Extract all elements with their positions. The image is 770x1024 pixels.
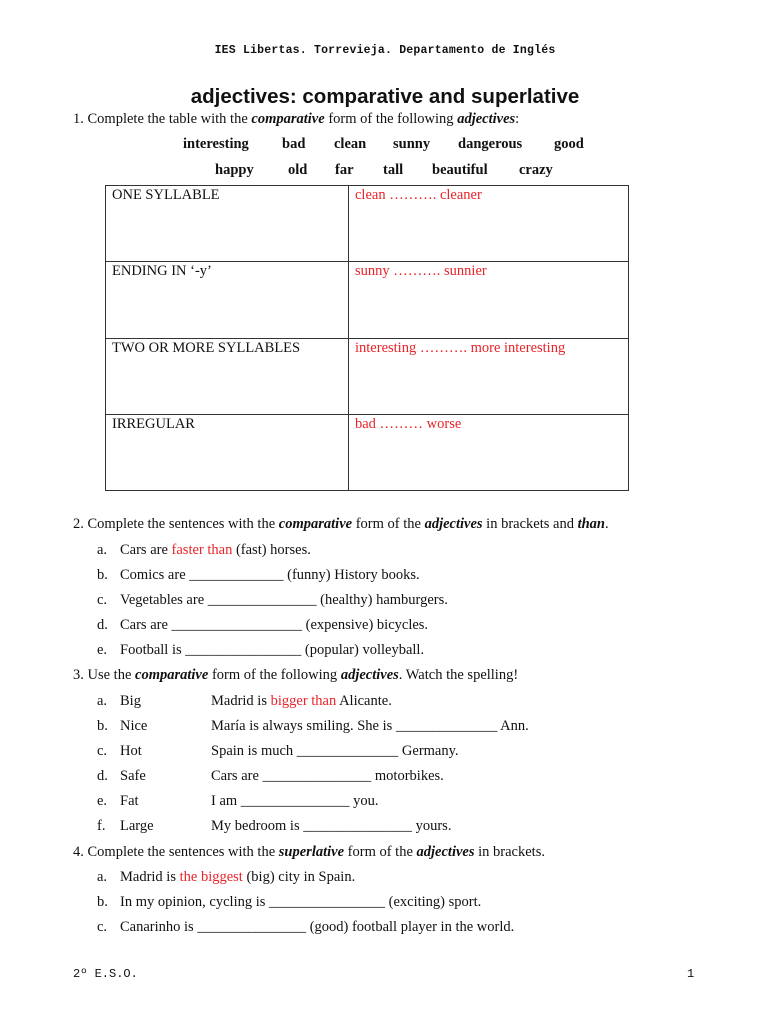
item-letter: a. [97, 542, 108, 558]
table-row [106, 414, 629, 490]
instruction-text: form of the following [324, 111, 458, 127]
keyword: adjectives [424, 516, 483, 532]
word-bank-word: sunny [393, 136, 431, 152]
item-letter: b. [97, 567, 108, 583]
item-letter: c. [97, 592, 108, 608]
table-category-cell: TWO OR MORE SYLLABLES [106, 338, 349, 414]
instruction-text: in brackets and [482, 516, 578, 532]
item-letter: b. [97, 894, 108, 910]
keyword: adjectives [457, 111, 516, 127]
item-adjective: Safe [120, 768, 146, 784]
sentence-text: Madrid is [120, 869, 180, 885]
table-example-cell[interactable]: clean ………. cleaner [349, 186, 629, 262]
instruction-text: . [605, 516, 609, 532]
instruction-text: form of the [344, 844, 417, 860]
instruction-text: 3. Use the [73, 667, 136, 683]
word-bank-word: bad [282, 136, 306, 152]
sentence-text: Cars are [120, 542, 172, 558]
sentence-text: Alicante. [336, 693, 392, 709]
table-example-cell[interactable]: bad ……… worse [349, 414, 629, 490]
item-letter: a. [97, 869, 108, 885]
table-category-cell: ENDING IN ‘-y’ [106, 262, 349, 338]
sentence-item[interactable]: Canarinho is _______________ (good) football player in the world. [120, 919, 515, 935]
word-bank-word: dangerous [458, 136, 523, 152]
item-letter: c. [97, 743, 108, 759]
keyword: comparative [135, 667, 209, 683]
instruction-text: 2. Complete the sentences with the [73, 516, 279, 532]
item-letter: b. [97, 718, 108, 734]
word-bank-word: beautiful [432, 162, 488, 178]
word-bank-word: good [554, 136, 584, 152]
word-bank-word: old [288, 162, 308, 178]
sentence-item[interactable]: Spain is much ______________ Germany. [211, 743, 459, 759]
table-category-cell: ONE SYLLABLE [106, 186, 349, 262]
sentence-item[interactable]: Cars are __________________ (expensive) bicycles. [120, 617, 429, 633]
item-letter: c. [97, 919, 108, 935]
word-bank-word: crazy [519, 162, 553, 178]
instruction-text: form of the [352, 516, 425, 532]
page-title: adjectives: comparative and superlative [190, 85, 580, 108]
item-adjective: Fat [120, 793, 139, 809]
instruction-text: form of the following [208, 667, 341, 683]
table-category-cell: IRREGULAR [106, 414, 349, 490]
sentence-item[interactable]: Cars are _______________ motorbikes. [211, 768, 444, 784]
item-letter: e. [97, 642, 108, 658]
sentence-text: Madrid is [211, 693, 271, 709]
table-row [106, 186, 629, 262]
exercise-3-instruction [73, 667, 518, 684]
sentence-item[interactable]: My bedroom is _______________ yours. [211, 818, 452, 834]
item-adjective: Nice [120, 718, 148, 734]
item-letter: e. [97, 793, 108, 809]
keyword: comparative [278, 516, 353, 532]
sentence-item [211, 693, 392, 710]
item-letter: f. [97, 818, 106, 834]
instruction-text: in brackets. [474, 844, 545, 860]
item-adjective: Large [120, 818, 154, 834]
word-bank-word: interesting [183, 136, 249, 152]
keyword: adjectives [340, 667, 399, 683]
keyword: superlative [278, 844, 345, 860]
sentence-item [120, 542, 311, 559]
word-bank-word: far [335, 162, 354, 178]
sentence-item[interactable]: María is always smiling. She is ______________ Ann. [211, 718, 529, 734]
exercise-2-instruction [73, 516, 609, 533]
sentence-item[interactable]: Football is ________________ (popular) volleyball. [120, 642, 425, 658]
instruction-text: . Watch the spelling! [398, 667, 519, 683]
sentence-item[interactable]: I am _______________ you. [211, 793, 379, 809]
sentence-text: (big) city in Spain. [242, 869, 356, 885]
table-example-cell[interactable]: interesting ………. more interesting [349, 338, 629, 414]
item-letter: d. [97, 617, 108, 633]
instruction-text: : [515, 111, 520, 127]
keyword: than [577, 516, 605, 532]
sentence-item [120, 869, 355, 886]
comparative-table [105, 185, 629, 491]
table-example-cell[interactable]: sunny ………. sunnier [349, 262, 629, 338]
keyword: adjectives [416, 844, 475, 860]
sentence-item[interactable]: Vegetables are _______________ (healthy) hamburgers. [120, 592, 448, 608]
page-number: 1 [687, 967, 695, 981]
answer-text[interactable]: bigger than [270, 693, 337, 709]
sentence-item[interactable]: Comics are _____________ (funny) History books. [120, 567, 420, 583]
answer-text[interactable]: the biggest [179, 869, 243, 885]
word-bank-word: tall [383, 162, 404, 178]
item-adjective: Hot [120, 743, 142, 759]
sentence-item[interactable]: In my opinion, cycling is ________________ (exciting) sport. [120, 894, 482, 910]
sentence-text: (fast) horses. [232, 542, 311, 558]
exercise-4-instruction [73, 844, 545, 861]
table-row [106, 338, 629, 414]
item-letter: d. [97, 768, 108, 784]
exercise-1-instruction [73, 111, 519, 128]
table-row [106, 262, 629, 338]
word-bank-word: clean [334, 136, 367, 152]
instruction-text: 1. Complete the table with the [73, 111, 252, 127]
item-letter: a. [97, 693, 108, 709]
keyword: comparative [251, 111, 325, 127]
page-header: IES Libertas. Torrevieja. Departamento de Inglés [214, 44, 556, 57]
instruction-text: 4. Complete the sentences with the [73, 844, 279, 860]
item-adjective: Big [120, 693, 141, 709]
answer-text[interactable]: faster than [171, 542, 233, 558]
word-bank-word: happy [215, 162, 254, 178]
footer-course: 2º E.S.O. [73, 967, 138, 981]
